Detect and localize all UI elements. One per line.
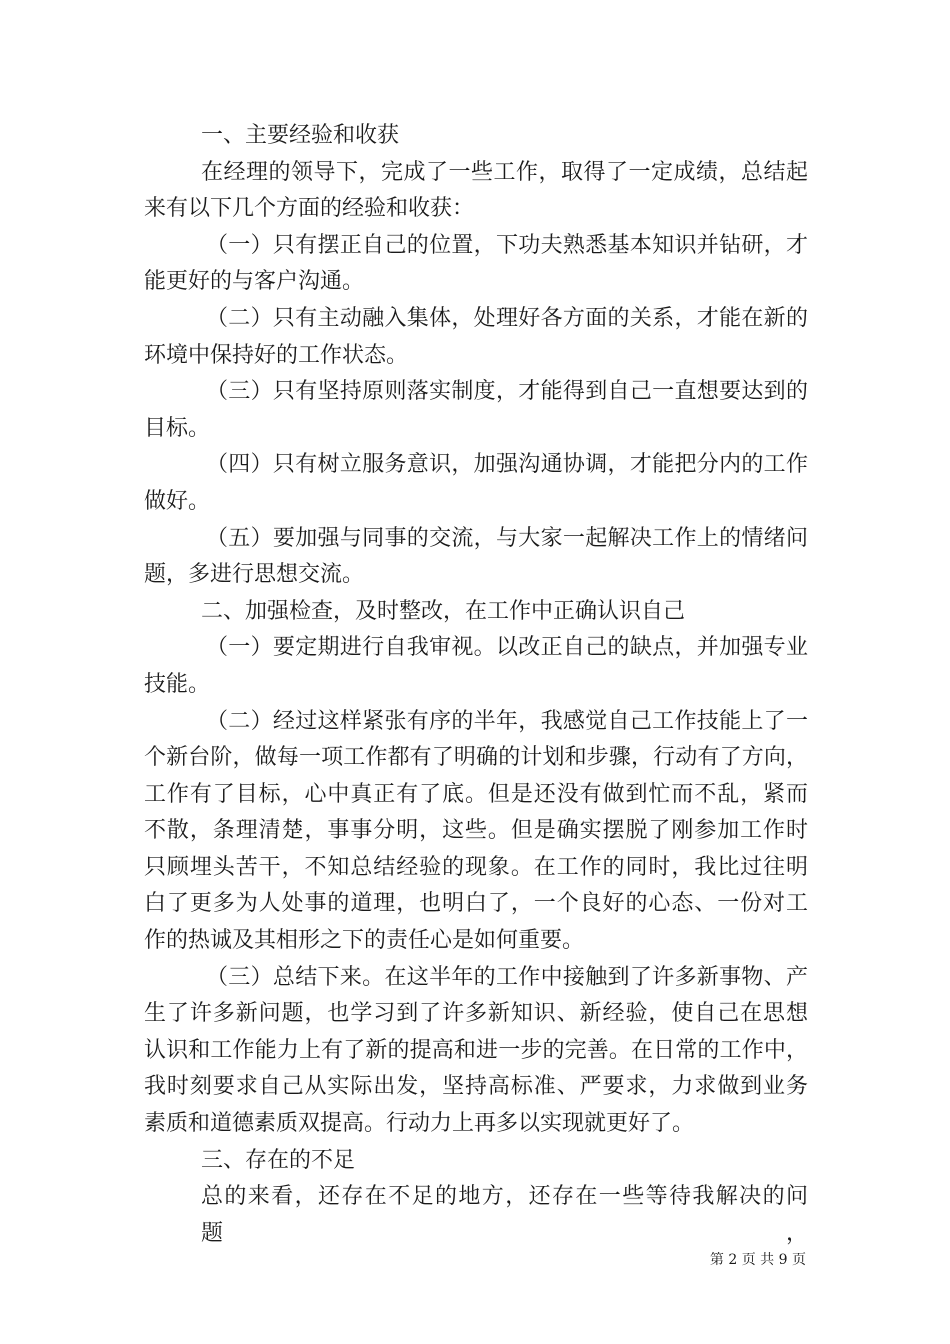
paragraph-line: 作的热诚及其相形之下的责任心是如何重要。 [144,928,585,954]
paragraph-line: （三）总结下来。在这半年的工作中接触到了许多新事物、产 [206,964,808,990]
paragraph-line: 工作有了目标，心中真正有了底。但是还没有做到忙而不乱，紧而 [144,781,808,807]
document-body [144,118,808,1246]
paragraph-line: 认识和工作能力上有了新的提高和进一步的完善。在日常的工作中， [144,1037,808,1063]
page-number-footer: 第 2 页 共 9 页 [709,1252,806,1268]
paragraph-line: （一）只有摆正自己的位置，下功夫熟悉基本知识并钻研，才 [206,232,808,258]
paragraph-line: 白了更多为人处事的道理，也明白了，一个良好的心态、一份对工 [144,891,808,917]
paragraph-line: （二）只有主动融入集体，处理好各方面的关系，才能在新的 [206,305,808,331]
paragraph-line: 在经理的领导下，完成了一些工作，取得了一定成绩，总结起 [201,159,808,185]
section-heading-3: 三、存在的不足 [201,1147,356,1173]
paragraph-line: 素质和道德素质双提高。行动力上再多以实现就更好了。 [144,1111,695,1137]
paragraph-line: 能更好的与客户沟通。 [144,269,365,295]
section-heading-2: 二、加强检查，及时整改，在工作中正确认识自己 [201,598,686,624]
paragraph-line: 生了许多新问题，也学习到了许多新知识、新经验，使自己在思想 [144,1001,808,1027]
paragraph-line: 我时刻要求自己从实际出发，坚持高标准、严要求，力求做到业务 [144,1074,808,1100]
paragraph-line: （五）要加强与同事的交流，与大家一起解决工作上的情绪问 [206,525,808,551]
paragraph-line: 目标。 [144,415,211,441]
paragraph-line: （二）经过这样紧张有序的半年，我感觉自己工作技能上了一 [206,708,808,734]
paragraph-line: （四）只有树立服务意识，加强沟通协调，才能把分内的工作 [206,452,808,478]
paragraph-line: 题，多进行思想交流。 [144,562,365,588]
paragraph-line: 做好。 [144,488,211,514]
section-heading-1: 一、主要经验和收获 [201,123,400,148]
paragraph-line: （一）要定期进行自我审视。以改正自己的缺点，并加强专业 [206,635,808,661]
paragraph-line: 来有以下几个方面的经验和收获： [144,196,475,222]
paragraph-line: 技能。 [144,671,211,697]
paragraph-line: 只顾埋头苦干，不知总结经验的现象。在工作的同时，我比过往明 [144,854,808,880]
paragraph-line: 不散，条理清楚，事事分明，这些。但是确实摆脱了刚参加工作时 [144,818,808,844]
paragraph-line: 个新台阶，做每一项工作都有了明确的计划和步骤，行动有了方向， [144,745,808,771]
paragraph-line: （三）只有坚持原则落实制度，才能得到自己一直想要达到的 [206,379,808,405]
paragraph-line: 环境中保持好的工作状态。 [144,342,409,368]
paragraph-line: 总的来看，还存在不足的地方，还存在一些等待我解决的问题， [201,1184,808,1246]
